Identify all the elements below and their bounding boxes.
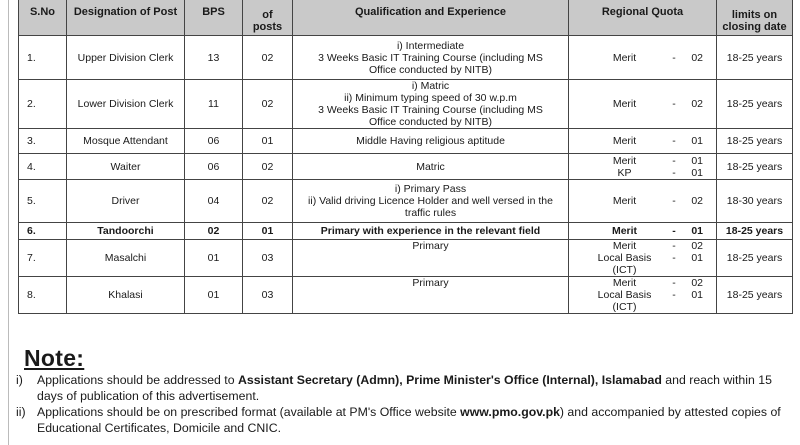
quota-line: [572, 135, 713, 147]
cell-bps: 06: [185, 154, 243, 180]
quota-count: 01: [691, 252, 703, 264]
quota-line: [572, 289, 713, 313]
qualification-line: i) Matric: [411, 80, 450, 92]
cell-qualification: [293, 240, 569, 277]
note-number: ii): [16, 405, 26, 419]
quota-name: Local Basis (ICT): [597, 289, 652, 313]
cell-posts: 02: [243, 154, 293, 180]
qualification-line: i) Intermediate: [396, 39, 465, 52]
table-row: [19, 129, 793, 154]
header-sno: S.No: [19, 0, 67, 36]
quota-name: KP: [617, 166, 632, 179]
note-segment: Applications should be addressed to: [37, 373, 238, 387]
quota-dash: -: [672, 154, 676, 167]
quota-name: Merit: [612, 135, 637, 147]
qualification-line: Middle Having religious aptitude: [356, 135, 505, 147]
quota-line: [572, 98, 713, 110]
qualification-line: Office conducted by NITB): [369, 116, 492, 128]
quota-count: 01: [691, 135, 703, 147]
cell-designation: Khalasi: [67, 277, 185, 314]
cell-regional-quota: [569, 36, 717, 80]
header-posts-text: of posts: [252, 9, 283, 33]
quota-name: Merit: [612, 240, 637, 252]
cell-age-limit: 18-25 years: [717, 154, 793, 180]
table-row: [19, 240, 793, 277]
cell-bps: 02: [185, 223, 243, 240]
cell-qualification: [293, 223, 569, 240]
cell-regional-quota: [569, 154, 717, 180]
cell-age-limit: 18-25 years: [717, 80, 793, 129]
note-list: [16, 373, 796, 437]
cell-bps: 13: [185, 36, 243, 80]
cell-sno: 1.: [19, 36, 67, 80]
qualification-line: 3 Weeks Basic IT Training Course (including MS: [318, 51, 543, 64]
quota-count: 02: [691, 195, 703, 207]
cell-age-limit: 18-25 years: [717, 277, 793, 314]
quota-dash: -: [672, 166, 676, 179]
cell-designation: Tandoorchi: [67, 223, 185, 240]
header-posts: [243, 0, 293, 36]
note-segment: and reach within 15 days of publication of this advertisement.: [37, 373, 772, 403]
cell-age-limit: 18-30 years: [717, 180, 793, 223]
cell-regional-quota: [569, 80, 717, 129]
quota-count: 02: [691, 277, 703, 289]
cell-qualification: [293, 277, 569, 314]
cell-qualification: [293, 129, 569, 154]
cell-designation: Waiter: [67, 154, 185, 180]
quota-line: [572, 240, 713, 252]
cell-bps: 01: [185, 277, 243, 314]
cell-sno: 3.: [19, 129, 67, 154]
quota-count: 01: [691, 166, 703, 179]
quota-dash: -: [672, 98, 676, 110]
qualification-line: Matric: [416, 160, 445, 173]
quota-count: 01: [691, 289, 703, 301]
quota-name: Merit: [612, 195, 637, 207]
cell-bps: 11: [185, 80, 243, 129]
note-item: [16, 373, 796, 404]
quota-name: Merit: [612, 51, 637, 64]
cell-qualification: [293, 154, 569, 180]
table-row: [19, 36, 793, 80]
header-quota: Regional Quota: [569, 0, 717, 36]
qualification-line: 3 Weeks Basic IT Training Course (including MS: [318, 104, 543, 116]
quota-count: 02: [691, 51, 703, 64]
qualification-line: Office conducted by NITB): [369, 63, 492, 76]
quota-line: [572, 52, 713, 64]
table-row: [19, 180, 793, 223]
cell-posts: 02: [243, 80, 293, 129]
cell-designation: Lower Division Clerk: [67, 80, 185, 129]
note-emphasis: www.pmo.gov.pk: [460, 405, 560, 419]
cell-regional-quota: [569, 180, 717, 223]
quota-dash: -: [672, 240, 676, 252]
quota-dash: -: [672, 195, 676, 207]
cell-sno: 4.: [19, 154, 67, 180]
table-row: [19, 80, 793, 129]
cell-qualification: [293, 80, 569, 129]
note-number: i): [16, 373, 23, 387]
table-row: [19, 277, 793, 314]
qualification-line: traffic rules: [404, 207, 457, 219]
note-segment: Applications should be on prescribed format (available at PM's Office website: [37, 405, 461, 419]
cell-age-limit: 18-25 years: [717, 36, 793, 80]
quota-line: [572, 225, 713, 237]
qualification-line: Primary: [412, 277, 449, 289]
cell-age-limit: 18-25 years: [717, 223, 793, 240]
note-title: Note:: [24, 345, 85, 371]
cell-qualification: [293, 36, 569, 80]
quota-dash: -: [672, 289, 676, 301]
cell-designation: Driver: [67, 180, 185, 223]
note-segment: ) and accompanied by attested copies of Educational Certificates, Domicile and CNIC.: [37, 405, 781, 435]
note-text: [37, 373, 796, 404]
cell-age-limit: 18-25 years: [717, 240, 793, 277]
cell-regional-quota: [569, 223, 717, 240]
cell-posts: 01: [243, 223, 293, 240]
quota-line: [572, 167, 713, 179]
header-age-text: limits on closing date: [722, 9, 787, 33]
cell-sno: 5.: [19, 180, 67, 223]
cell-qualification: [293, 180, 569, 223]
header-designation: Designation of Post: [67, 0, 185, 36]
quota-name: Merit: [612, 277, 637, 289]
quota-line: [572, 252, 713, 276]
note-emphasis: Assistant Secretary (Admn), Prime Minister's Office (Internal), Islamabad: [237, 373, 662, 387]
cell-sno: 7.: [19, 240, 67, 277]
quota-name: Merit: [612, 98, 637, 110]
header-qualification: Qualification and Experience: [293, 0, 569, 36]
cell-designation: Upper Division Clerk: [67, 36, 185, 80]
quota-dash: -: [672, 277, 676, 289]
note-item: [16, 405, 796, 436]
cell-posts: 02: [243, 36, 293, 80]
cell-designation: Masalchi: [67, 240, 185, 277]
left-margin-rule: [0, 0, 9, 445]
cell-bps: 04: [185, 180, 243, 223]
cell-sno: 6.: [19, 223, 67, 240]
cell-posts: 01: [243, 129, 293, 154]
quota-count: 01: [691, 154, 703, 167]
quota-line: [572, 277, 713, 289]
table-header-row: [19, 0, 793, 36]
quota-count: 02: [691, 98, 703, 110]
quota-name: Merit: [611, 225, 638, 237]
cell-age-limit: 18-25 years: [717, 129, 793, 154]
quota-dash: -: [672, 225, 676, 237]
qualification-line: Primary: [412, 240, 449, 252]
table-row: [19, 154, 793, 180]
note-text: [37, 405, 796, 436]
qualification-line: Primary with experience in the relevant field: [320, 225, 541, 237]
cell-regional-quota: [569, 277, 717, 314]
table-body: [19, 36, 793, 314]
quota-name: Local Basis (ICT): [597, 252, 652, 276]
vacancy-table: [18, 0, 793, 314]
cell-regional-quota: [569, 240, 717, 277]
header-bps: BPS: [185, 0, 243, 36]
cell-regional-quota: [569, 129, 717, 154]
quota-name: Merit: [612, 154, 637, 167]
cell-posts: 03: [243, 240, 293, 277]
cell-bps: 06: [185, 129, 243, 154]
qualification-line: ii) Valid driving Licence Holder and well versed in the: [308, 195, 553, 207]
cell-posts: 03: [243, 277, 293, 314]
quota-count: 02: [691, 240, 703, 252]
cell-posts: 02: [243, 180, 293, 223]
qualification-line: ii) Minimum typing speed of 30 w.p.m: [344, 92, 517, 104]
quota-line: [572, 195, 713, 207]
cell-sno: 8.: [19, 277, 67, 314]
cell-bps: 01: [185, 240, 243, 277]
qualification-line: i) Primary Pass: [394, 183, 467, 195]
cell-designation: Mosque Attendant: [67, 129, 185, 154]
quota-dash: -: [672, 135, 676, 147]
header-age: [717, 0, 793, 36]
quota-dash: -: [672, 51, 676, 64]
table-row: [19, 223, 793, 240]
quota-count: 01: [691, 225, 703, 237]
quota-dash: -: [672, 252, 676, 264]
quota-line: [572, 155, 713, 167]
cell-sno: 2.: [19, 80, 67, 129]
